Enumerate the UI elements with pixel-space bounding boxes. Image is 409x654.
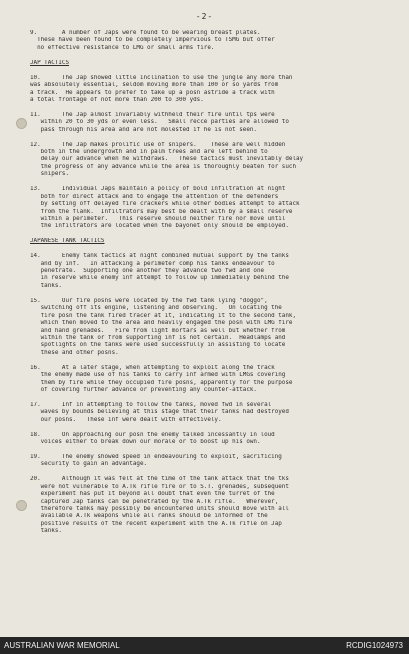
blank-line [30,231,392,238]
archive-footer [0,637,409,654]
text-line: within the tank or from supporting inf is not certain. Headlamps and [30,334,286,341]
text-line: from the flank. Infiltrators may best be dealt with by a small reserve [30,208,293,215]
text-line: within 20 to 30 yds or even less. Small recce parties are allowed to [30,119,289,126]
text-line: 13. Individual Japs maintain a policy of bold infiltration at night [30,186,286,193]
text-line: and by inf. In attacking a perimeter comp his tanks endeavour to [30,260,275,267]
blank-line [30,469,392,476]
punch-hole [16,500,27,511]
text-line: security to gain an advantage. [30,461,148,468]
section-heading: JAPANESE TANK TACTICS [30,238,105,245]
text-line: experiment has put it beyond all doubt that even the turret of the [30,491,275,498]
text-line: switching off its engine, listening and observing. On locating the [30,305,282,312]
text-line: were not vulnerable to A.Tk rifle fire or to S.T. grenades, subsequent [30,483,289,490]
blank-line [30,290,392,297]
blank-line [30,246,392,253]
text-line: no effective resistance to LMG or small arms fire. [30,44,215,51]
text-line: 9. A number of Japs were found to be wearing breast plates. [30,30,261,36]
text-line: was absolutely essential, seldom moving more than 100 or so yards from [30,82,279,89]
text-line: 12. The Jap makes prolific use of snipers. These are well hidden [30,141,286,148]
text-line: the progress of any advance while the area is thoroughly beaten for such [30,163,296,170]
text-line: in reserve while enemy inf attempt to follow up immediately behind the [30,275,289,282]
text-line: within a perimeter. This reserve should neither fire nor move until [30,215,286,222]
text-line: snipers. [30,171,70,178]
text-line: by setting off delayed fire crackers while other bodies attempt to attack [30,201,300,208]
text-line: therefore tanks may possibly be encountered units should move with all [30,506,289,512]
text-line: voices either to break down our morale or to boost up his own. [30,439,261,446]
text-line: 10. The Jap showed little inclination to use the jungle any more than [30,74,293,81]
text-line: penetrate. Supporting one another they advance two fwd and one [30,268,265,274]
document-body [30,30,392,536]
text-line: delay our advance when he withdraws. These tactics must inevitably delay [30,156,304,163]
text-line: a total frontage of not more than 200 to 300 yds. [30,96,204,103]
text-line: these and other posns. [30,349,119,356]
text-line: 16. At a later stage, when attempting to exploit along the track [30,364,275,371]
blank-line [30,424,392,431]
text-line: 11. The Jap almost invariably withheld their fire until tps were [30,111,275,118]
blank-line [30,179,392,186]
text-line: our posns. These inf were dealt with effectively. [30,416,222,423]
page-number: -2- [195,12,214,21]
text-line: both for direct attack and to engage the attention of the defenders [30,193,279,200]
text-line: the enemy made use of his tanks to carry inf armed with LMGs covering [30,372,286,379]
text-line: 17. Inf in attempting to follow the tanks, moved fwd in several [30,401,272,408]
blank-line [30,134,392,141]
text-line: both in the undergrowth and in palm trees and are left behind to [30,149,268,155]
blank-line [30,52,392,59]
text-line: waves by bounds believing at this stage that their tanks had destroyed [30,409,289,416]
text-line: pass through his area and are not molested if he is not seen. [30,126,257,133]
text-line: fire posn the tank fired tracer at it, indicating it to the second tank, [30,312,296,319]
text-line: tanks. [30,282,62,289]
blank-line [30,357,392,364]
blank-line [30,394,392,401]
blank-line [30,104,392,111]
section-heading: JAP TACTICS [30,59,70,66]
text-line: which then moved to the area and heavily engaged the posn with LMG fire [30,320,293,327]
text-line: a track. He appears to prefer to take up a posn astride a track with [30,89,275,96]
text-line: the infiltrators are located when the bayonet only should be employed. [30,223,289,230]
text-line: 18. On approaching our posn the enemy talked incessantly in loud [30,431,275,438]
blank-line [30,67,392,74]
text-line: and hand grenades. Fire from light mortars as well but whether from [30,327,286,334]
text-line: 19. The enemy showed speed in endeavouring to exploit, sacrificing [30,453,282,460]
text-line: tanks. [30,528,62,535]
text-line: 14. Enemy tank tactics at night combined mutual support by the tanks [30,253,289,260]
archive-name: AUSTRALIAN WAR MEMORIAL [4,641,120,650]
text-line: them by fire while they occupied fire posns, apparently for the purpose [30,379,293,386]
blank-line [30,447,392,454]
text-line: 15. Our fire posns were located by the fwd tank lying "doggo", [30,297,268,304]
text-line: 20. Although it was felt at the time of the tank attack that the tks [30,476,289,483]
record-id: RCDIG1024973 [346,641,403,650]
text-line: These have been found to be completely impervious to TSMG but offer [30,37,275,44]
text-line: captured Jap tanks can be penetrated by the A.Tk rifle. Wherever, [30,498,279,505]
text-line: spotlights on the tanks were used successfully in assisting to locate [30,342,286,349]
text-line: positive results of the recent experiment with the A.Tk rifle on Jap [30,520,282,527]
punch-hole [16,118,27,129]
text-line: available A.Tk weapons while all ranks should be informed of the [30,513,268,520]
text-line: of covering further advance or preventing any counter-attack. [30,387,257,393]
